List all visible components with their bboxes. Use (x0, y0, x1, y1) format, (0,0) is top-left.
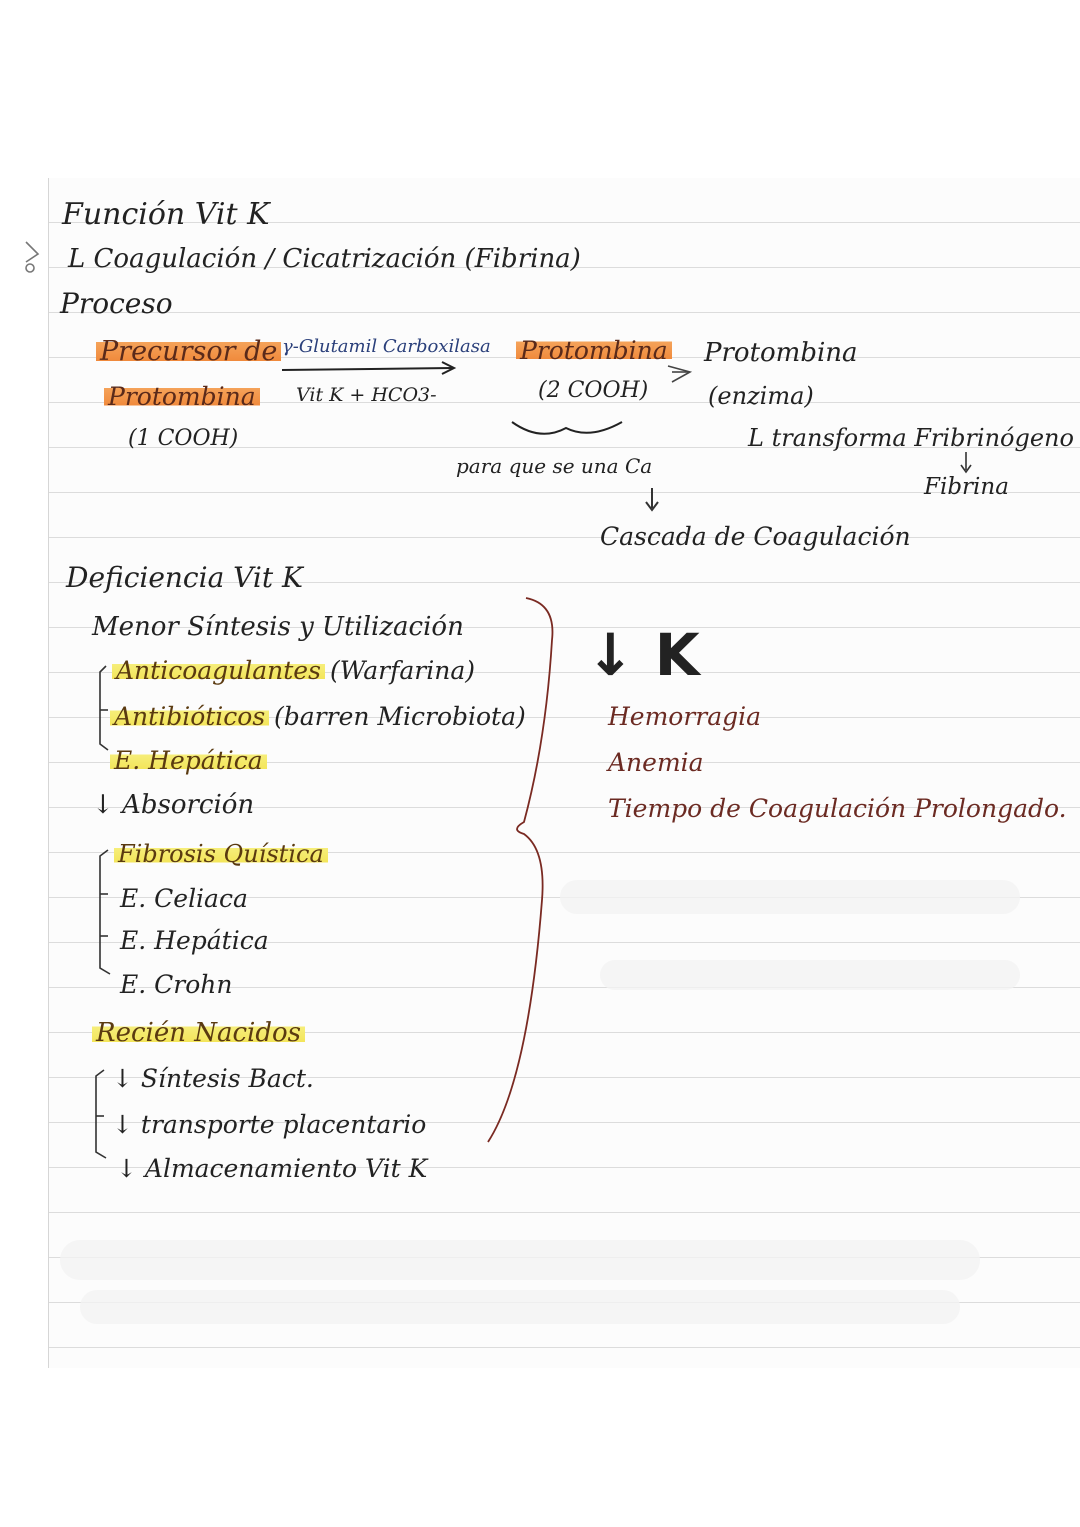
binding-note: para que se una Ca (456, 454, 653, 478)
celiac: E. Celiaca (120, 884, 248, 913)
fibrosis-highlight: Fibrosis Quística (114, 842, 328, 866)
result-hemorrhage: Hemorragia (608, 702, 762, 731)
product-protombina: Protombina (516, 338, 672, 363)
enzyme-protombina: Protombina (704, 338, 858, 368)
enzyme-note: (enzima) (708, 382, 814, 410)
result-low-k: ↓ K (586, 621, 700, 689)
corner-doodle-icon (26, 242, 38, 272)
left-bracket-group-1 (100, 666, 108, 750)
function-line: L Coagulación / Cicatrización (Fibrina) (68, 244, 581, 274)
transform-line: L transforma Fribrinógeno (748, 424, 1074, 452)
newborn-1: ↓ Síntesis Bact. (112, 1064, 314, 1093)
hepatic-highlight: E. Hepática (110, 748, 267, 773)
precursor-line-2: Protombina (104, 384, 260, 409)
left-bracket-group-3 (96, 1070, 106, 1158)
newborn-3: ↓ Almacenamiento Vit K (116, 1154, 428, 1183)
cascade-label: Cascada de Coagulación (600, 522, 911, 551)
result-anemia: Anemia (608, 748, 704, 777)
crohn: E. Crohn (120, 970, 233, 999)
low-synthesis: Menor Síntesis y Utilización (92, 612, 464, 642)
product-cooh: (2 COOH) (538, 378, 649, 403)
newborns-highlight: Recién Nacidos (92, 1020, 305, 1046)
newborn-2: ↓ transporte placentario (112, 1110, 427, 1139)
right-curly-brace (488, 598, 552, 1142)
left-bracket-group-2 (100, 850, 110, 974)
process-heading: Proceso (60, 287, 173, 320)
antibiotics-detail: (barren Microbiota) (274, 702, 526, 731)
cofactor-label: Vit K + HCO3- (296, 384, 437, 406)
anticoagulants-detail: (Warfarina) (330, 656, 475, 685)
precursor-line-1: Precursor de (96, 338, 281, 365)
fibrina-label: Fibrina (924, 474, 1009, 500)
title: Función Vit K (62, 197, 270, 232)
result-prolonged: Tiempo de Coagulación Prolongado. (608, 794, 1067, 823)
reaction-arrow-icon (282, 362, 454, 374)
hepatic-2: E. Hepática (120, 926, 269, 955)
hollow-arrow-icon (668, 366, 690, 382)
precursor-cooh: (1 COOH) (128, 426, 239, 451)
down-arrow-icon (961, 452, 971, 472)
brace-under-cooh (512, 422, 622, 434)
deficiency-heading: Deficiencia Vit K (66, 561, 303, 594)
absorption: ↓ Absorción (92, 790, 255, 820)
down-arrow-icon (646, 488, 658, 510)
anticoagulants-highlight: Anticoagulantes (112, 658, 325, 683)
antibiotics-highlight: Antibióticos (110, 704, 269, 729)
enzyme-label: γ-Glutamil Carboxilasa (282, 336, 491, 357)
